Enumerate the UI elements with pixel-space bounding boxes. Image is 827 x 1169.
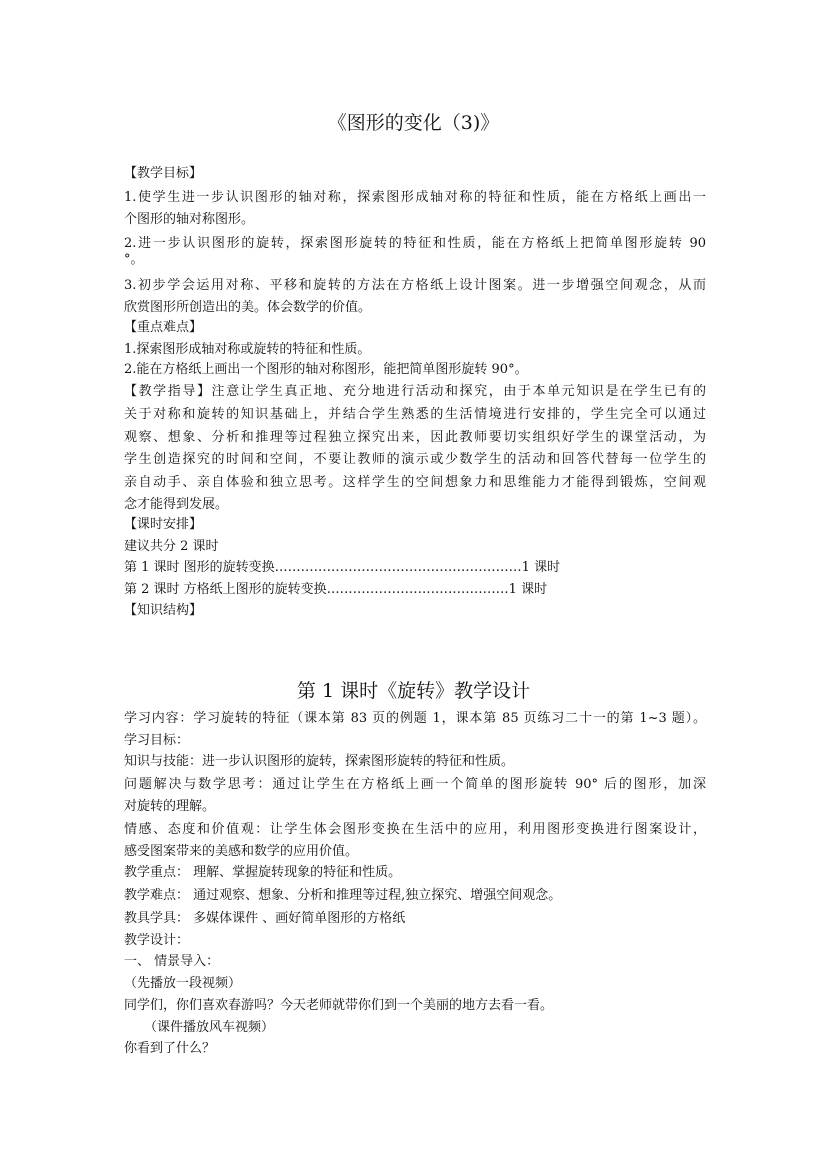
paragraph-line: 1.探索图形成轴对称或旋转的特征和性质。 — [124, 342, 371, 357]
paragraph-line: 【教学指导】注意让学生真正地、充分地进行活动和探究，由于本单元知识是在学生已有的 — [124, 384, 706, 399]
section-heading-objectives: 【教学目标】 — [124, 166, 203, 181]
lesson-title: 第 1 课时《旋转》教学设计 — [296, 680, 531, 702]
paragraph-line: 1.使学生进一步认识图形的轴对称，探索图形成轴对称的特征和性质，能在方格纸上画出一 — [124, 190, 706, 205]
paragraph-line: 2.进一步认识图形的旋转，探索图形旋转的特征和性质，能在方格纸上把简单图形旋转 90 — [124, 236, 706, 251]
paragraph-line: （先播放一段视频） — [124, 976, 242, 991]
paragraph-line: 情感、态度和价值观：让学生体会图形变换在生活中的应用，利用图形变换进行图案设计， — [124, 822, 706, 837]
paragraph-line: 教学重点： 理解、掌握旋转现象的特征和性质。 — [124, 865, 402, 880]
paragraph-line: 学习内容：学习旋转的特征（课本第 83 页的例题 1，课本第 85 页练习二十一的第 1~3 题）。 — [124, 711, 706, 726]
paragraph-line: 关于对称和旋转的知识基础上，并结合学生熟悉的生活情境进行安排的，学生完全可以通过 — [124, 407, 706, 422]
paragraph-line: 念才能得到发展。 — [124, 497, 229, 512]
schedule-item: 第 2 课时 方格纸上图形的旋转变换……………………………………1 课时 — [124, 582, 548, 597]
paragraph-line: 个图形的轴对称图形。 — [124, 212, 255, 227]
paragraph-line: 感受图案带来的美感和数学的应用价值。 — [124, 844, 359, 859]
paragraph-line: °。 — [124, 252, 144, 267]
section-heading-schedule: 【课时安排】 — [124, 517, 203, 532]
doc-title: 《图形的变化（3)》 — [327, 112, 500, 134]
paragraph-line: 教学设计： — [124, 933, 190, 948]
schedule-item: 第 1 课时 图形的旋转变换…………………………………………………1 课时 — [124, 560, 561, 575]
section-heading-key-points: 【重点难点】 — [124, 320, 203, 335]
paragraph-line: 观察、想象、分析和推理等过程独立探究出来，因此教师要切实组织好学生的课堂活动，为 — [124, 430, 706, 445]
paragraph-line: 亲自动手、亲自体验和独立思考。这样学生的空间想象力和思维能力才能得到锻炼，空间观 — [124, 475, 706, 490]
paragraph-line: （课件播放风车视频） — [144, 1020, 275, 1035]
paragraph-line: 教具学具： 多媒体课件 、画好简单图形的方格纸 — [124, 911, 406, 926]
paragraph-line: 对旋转的理解。 — [124, 799, 216, 814]
paragraph-line: 问题解决与数学思考：通过让学生在方格纸上画一个简单的图形旋转 90° 后的图形，加深 — [124, 777, 706, 792]
paragraph-line: 建议共分 2 课时 — [124, 539, 219, 554]
paragraph-line: 你看到了什么？ — [124, 1041, 216, 1056]
paragraph-line: 同学们，你们喜欢春游吗？今天老师就带你们到一个美丽的地方去看一看。 — [124, 998, 554, 1013]
paragraph-line: 学习目标： — [124, 733, 190, 748]
paragraph-line: 3.初步学会运用对称、平移和旋转的方法在方格纸上设计图案。进一步增强空间观念，从而 — [124, 278, 706, 293]
paragraph-line: 知识与技能：进一步认识图形的旋转，探索图形旋转的特征和性质。 — [124, 754, 515, 769]
paragraph-line: 2.能在方格纸上画出一个图形的轴对称图形，能把简单图形旋转 90°。 — [124, 362, 528, 377]
paragraph-line: 学生创造探究的时间和空间，不要让教师的演示或少数学生的活动和回答代替每一位学生的 — [124, 452, 706, 467]
paragraph-line: 欣赏图形所创造出的美。体会数学的价值。 — [124, 300, 372, 315]
paragraph-line: 一、 情景导入： — [124, 954, 220, 969]
paragraph-line: 教学难点： 通过观察、想象、分析和推理等过程,独立探究、增强空间观念。 — [124, 888, 562, 903]
section-heading-structure: 【知识结构】 — [124, 603, 203, 618]
